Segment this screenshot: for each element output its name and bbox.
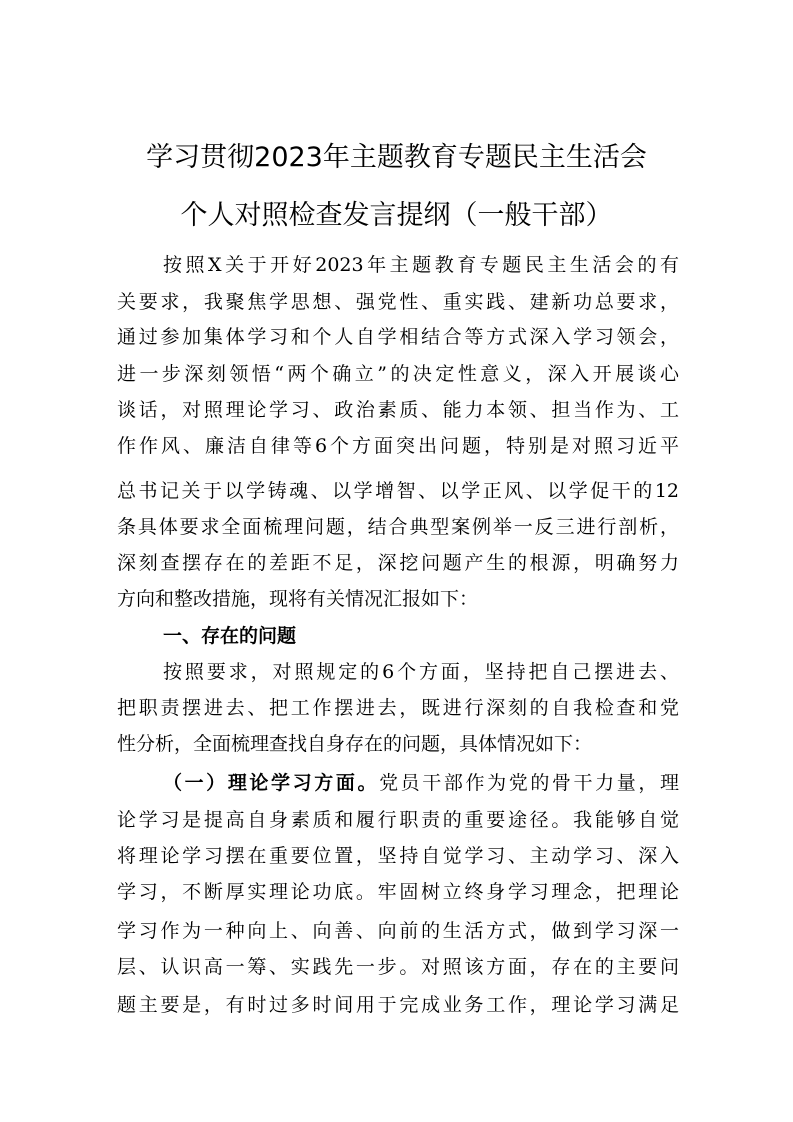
intro-line: 进一步深刻领悟“两个确立”的决定性意义，深入开展谈心: [117, 363, 679, 385]
subsection-title: （一）理论学习方面。: [163, 772, 380, 794]
subsection-line: 论学习是提高自身素质和履行职责的重要途径。我能够自觉: [117, 809, 679, 831]
intro-line: 谈话，对照理论学习、政治素质、能力本领、担当作为、工: [117, 399, 679, 421]
section-line: 性分析，全面梳理查找自身存在的问题，具体情况如下：: [117, 733, 593, 755]
intro-line: 方向和整改措施，现将有关情况汇报如下：: [117, 588, 479, 610]
document-title-line-1: 学习贯彻2023年主题教育专题民主生活会: [146, 142, 647, 173]
intro-line: 条具体要求全面梳理问题，结合典型案例举一反三进行剖析，: [117, 516, 679, 538]
subsection-line: 题主要是，有时过多时间用于完成业务工作，理论学习满足: [117, 994, 679, 1016]
intro-line: 按照X关于开好2023年主题教育专题民主生活会的有: [163, 254, 679, 276]
subsection-line: 学习，不断厚实理论功底。牢固树立终身学习理念，把理论: [117, 881, 679, 903]
subsection-line: 将理论学习摆在重要位置，坚持自觉学习、主动学习、深入: [117, 845, 679, 867]
intro-line: 作作风、廉洁自律等6个方面突出问题，特别是对照习近平: [117, 435, 679, 457]
intro-line: 关要求，我聚焦学思想、强党性、重实践、建新功总要求，: [117, 291, 679, 313]
section-heading: 一、存在的问题: [163, 625, 297, 647]
document-title-line-2: 个人对照检查发言提纲（一般干部）: [180, 200, 613, 231]
section-line: 把职责摆进去、把工作摆进去，既进行深刻的自我检查和党: [117, 697, 679, 719]
intro-line: 深刻查摆存在的差距不足，深挖问题产生的根源，明确努力: [117, 552, 679, 574]
section-line: 按照要求，对照规定的6个方面，坚持把自己摆进去、: [163, 661, 679, 683]
subsection-line: 层、认识高一筹、实践先一步。对照该方面，存在的主要问: [117, 956, 679, 978]
subsection-first-line: [163, 769, 679, 797]
subsection-first-line-rest: 党员干部作为党的骨干力量，理: [379, 772, 679, 794]
subsection-line: 学习作为一种向上、向善、向前的生活方式，做到学习深一: [117, 920, 679, 942]
intro-line: 总书记关于以学铸魂、以学增智、以学正风、以学促干的12: [117, 480, 679, 502]
intro-line: 通过参加集体学习和个人自学相结合等方式深入学习领会，: [117, 326, 679, 348]
